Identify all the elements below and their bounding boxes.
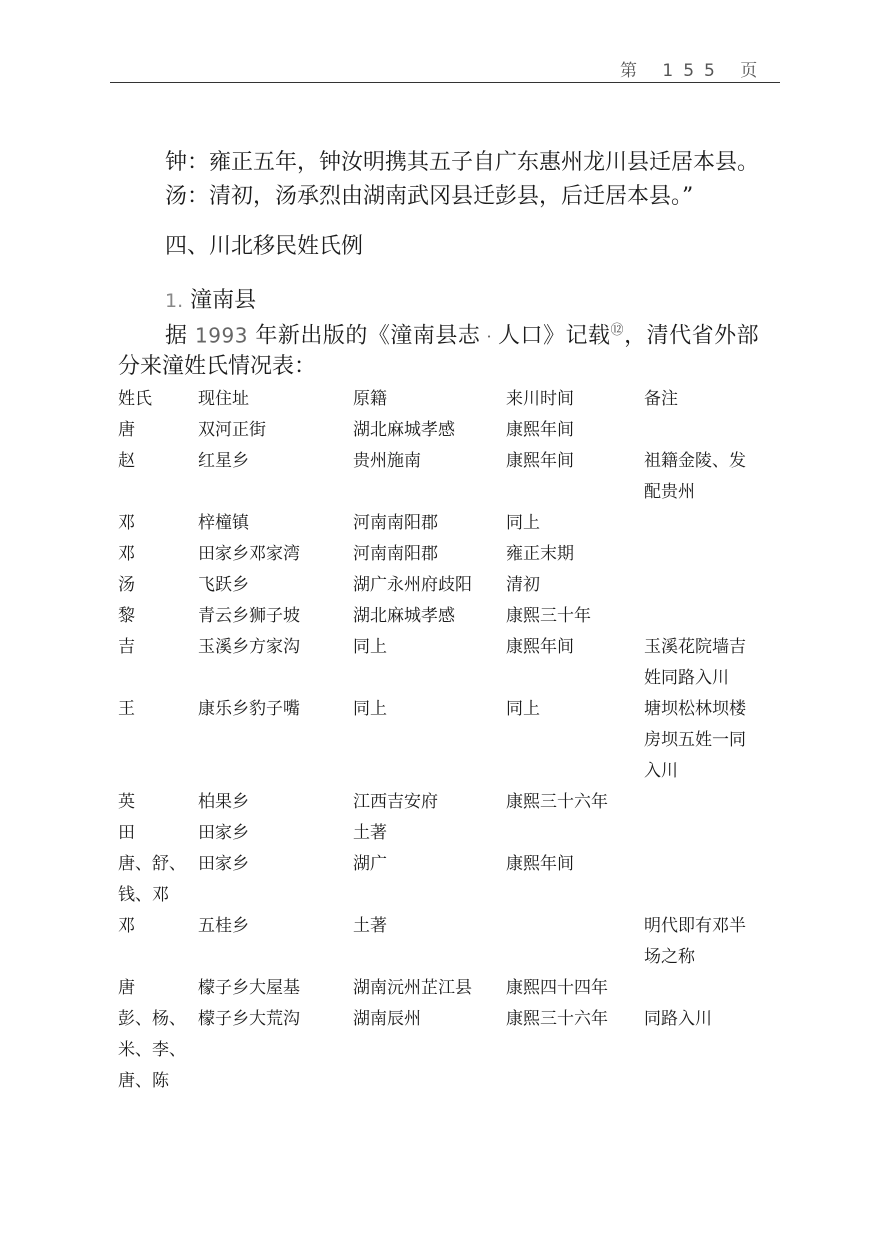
cell-notes — [644, 601, 784, 632]
cell-notes — [644, 508, 784, 539]
cell-notes — [644, 415, 784, 446]
cell-surname: 田 — [118, 823, 135, 843]
cell-notes: 塘坝松林坝楼 房坝五姓一同 入川 — [644, 699, 746, 781]
cell-address: 田家乡邓家湾 — [198, 544, 300, 564]
cell-address: 五桂乡 — [198, 916, 249, 936]
table-row — [118, 694, 784, 787]
table-row — [118, 632, 784, 694]
cell-surname: 汤 — [118, 575, 135, 595]
cell-surname: 赵 — [118, 451, 135, 471]
cell-address: 梓橦镇 — [198, 513, 249, 533]
table-row — [118, 601, 784, 632]
table-row — [118, 539, 784, 570]
cell-address: 玉溪乡方家沟 — [198, 637, 300, 657]
cell-arrival-time: 同上 — [506, 513, 540, 533]
intro-year: 1993 — [195, 323, 248, 348]
cell-arrival-time: 康熙年间 — [506, 854, 574, 874]
header-surname: 姓氏 — [118, 389, 152, 409]
cell-origin: 湖北麻城孝感 — [353, 606, 455, 626]
paragraph-zhong: 钟：雍正五年，钟汝明携其五子自广东惠州龙川县迁居本县。 — [165, 150, 760, 175]
cell-address: 双河正街 — [198, 420, 266, 440]
cell-surname: 英 — [118, 792, 135, 812]
cell-origin: 同上 — [353, 637, 387, 657]
table-row — [118, 415, 784, 446]
cell-address: 青云乡狮子坡 — [198, 606, 300, 626]
cell-surname: 唐 — [118, 978, 135, 998]
table-row — [118, 1004, 784, 1097]
cell-surname: 唐、舒、 钱、邓 — [118, 854, 186, 905]
cell-arrival-time — [506, 911, 644, 973]
intro-line-2: 分来潼姓氏情况表： — [118, 354, 317, 379]
cell-address: 檬子乡大荒沟 — [198, 1009, 300, 1029]
table-row — [118, 973, 784, 1004]
cell-arrival-time: 康熙三十六年 — [506, 1009, 608, 1029]
cell-notes — [644, 539, 784, 570]
cell-origin: 河南南阳郡 — [353, 544, 438, 564]
footnote-marker: ⑫ — [610, 323, 625, 338]
cell-address: 田家乡 — [198, 823, 249, 843]
paragraph-tang: 汤：清初，汤承烈由湖南武冈县迁彭县，后迁居本县。” — [165, 184, 694, 209]
table-row — [118, 446, 784, 508]
cell-arrival-time: 雍正末期 — [506, 544, 574, 564]
cell-notes: 明代即有邓半 场之称 — [644, 916, 746, 967]
intro-line-1 — [165, 324, 759, 347]
cell-arrival-time: 康熙年间 — [506, 451, 574, 471]
header-address: 现住址 — [198, 389, 249, 409]
cell-address: 飞跃乡 — [198, 575, 249, 595]
cell-arrival-time: 清初 — [506, 575, 540, 595]
table-body — [118, 415, 784, 1097]
cell-arrival-time: 康熙三十六年 — [506, 792, 608, 812]
cell-notes — [644, 973, 784, 1004]
table-row — [118, 508, 784, 539]
page-number: 第 155 页 — [620, 61, 768, 81]
cell-origin: 湖北麻城孝感 — [353, 420, 455, 440]
header-rule — [110, 82, 780, 83]
cell-surname: 邓 — [118, 916, 135, 936]
cell-origin: 湖广永州府歧阳 — [353, 575, 472, 595]
cell-surname: 邓 — [118, 544, 135, 564]
cell-arrival-time: 康熙三十年 — [506, 606, 591, 626]
cell-origin: 同上 — [353, 699, 387, 719]
table-row — [118, 787, 784, 818]
section-heading: 四、川北移民姓氏例 — [165, 234, 364, 259]
cell-origin: 贵州施南 — [353, 451, 421, 471]
cell-surname: 邓 — [118, 513, 135, 533]
cell-notes: 玉溪花院墙吉 姓同路入川 — [644, 637, 746, 688]
cell-notes — [644, 570, 784, 601]
header-arrival-time: 来川时间 — [506, 389, 574, 409]
table-row — [118, 911, 784, 973]
cell-origin: 土著 — [353, 916, 387, 936]
cell-surname: 吉 — [118, 637, 135, 657]
cell-origin: 湖广 — [353, 854, 387, 874]
header-notes: 备注 — [644, 389, 678, 409]
cell-arrival-time: 康熙年间 — [506, 420, 574, 440]
cell-notes: 同路入川 — [644, 1009, 712, 1029]
intro-part-b: 年新出版的《潼南县志 — [255, 323, 481, 349]
subsection-number: 1. — [165, 290, 184, 312]
table-row — [118, 570, 784, 601]
intro-part-d: ，清代省外部 — [624, 323, 760, 349]
cell-origin: 江西吉安府 — [353, 792, 438, 812]
cell-address: 红星乡 — [198, 451, 249, 471]
cell-surname: 唐 — [118, 420, 135, 440]
cell-origin: 湖南辰州 — [353, 1009, 421, 1029]
cell-origin: 河南南阳郡 — [353, 513, 438, 533]
cell-arrival-time: 同上 — [506, 699, 540, 719]
cell-arrival-time: 康熙年间 — [506, 637, 574, 657]
cell-address: 田家乡 — [198, 854, 249, 874]
intro-part-c: 人口》记载 — [498, 323, 611, 349]
surname-table — [118, 384, 784, 1097]
cell-arrival-time: 康熙四十四年 — [506, 978, 608, 998]
cell-surname: 黎 — [118, 606, 135, 626]
cell-address: 柏果乡 — [198, 792, 249, 812]
subsection-heading — [165, 290, 256, 312]
table-row — [118, 818, 784, 849]
table-row — [118, 849, 784, 911]
cell-origin: 土著 — [353, 823, 387, 843]
cell-surname: 王 — [118, 699, 135, 719]
cell-address: 檬子乡大屋基 — [198, 978, 300, 998]
cell-notes: 祖籍金陵、发 配贵州 — [644, 451, 746, 502]
cell-origin: 湖南沅州芷江县 — [353, 978, 472, 998]
header-origin: 原籍 — [353, 389, 387, 409]
cell-notes — [644, 818, 784, 849]
subsection-title: 潼南县 — [190, 288, 257, 313]
table-header-row — [118, 384, 784, 415]
intro-part-a: 据 — [165, 323, 188, 349]
cell-surname: 彭、杨、 米、李、 唐、陈 — [118, 1009, 186, 1091]
cell-address: 康乐乡豹子嘴 — [198, 699, 300, 719]
cell-notes — [644, 849, 784, 911]
intro-dot: · — [486, 327, 493, 347]
cell-arrival-time — [506, 818, 644, 849]
cell-notes — [644, 787, 784, 818]
